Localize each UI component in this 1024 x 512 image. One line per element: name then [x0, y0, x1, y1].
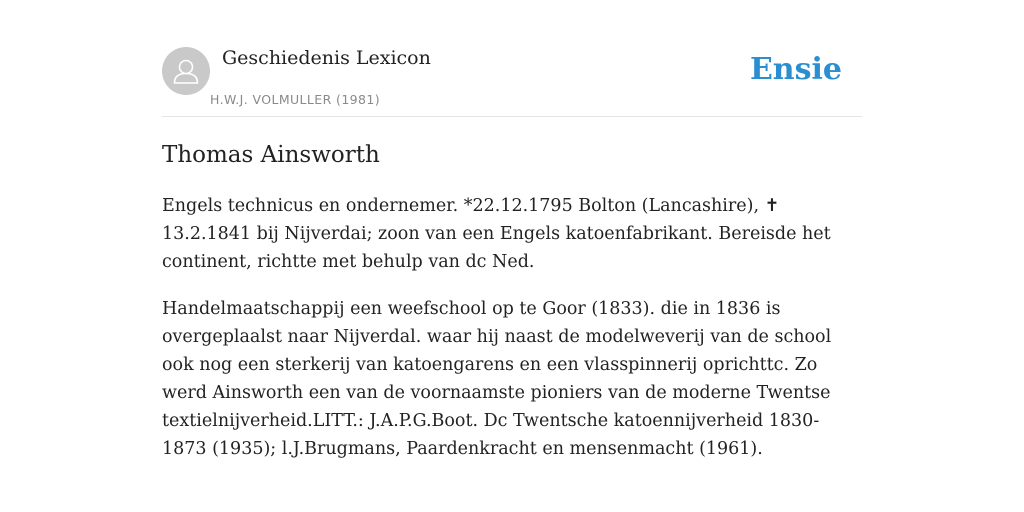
article-body	[162, 192, 862, 482]
article-paragraph: Handelmaatschappij een weefschool op te Goor (1833). die in 1836 is overgeplaalst naar Nijverdal. waar hij naast de modelweverij van de school ook nog een sterkerij van katoengarens en een vlasspinnerij oprichttc. Zo werd Ainsworth een van de voornaamste pioniers van de moderne Twentse textielnijverheid.LITT.: J.A.P.G.Boot. Dc Twentsche katoennijverheid 1830-1873 (1935); l.J.Brugmans, Paardenkracht en mensenmacht (1961).	[162, 299, 832, 459]
article-title: Thomas Ainsworth	[162, 142, 380, 168]
avatar[interactable]	[162, 47, 210, 95]
user-avatar-icon	[162, 47, 210, 95]
source-header	[162, 46, 862, 117]
source-title[interactable]: Geschiedenis Lexicon	[222, 47, 431, 69]
brand-logo[interactable]: Ensie	[749, 52, 842, 87]
article-paragraph: Engels technicus en ondernemer. *22.12.1795 Bolton (Lancashire), ✝ 13.2.1841 bij Nijverdai; zoon van een Engels katoenfabrikant. Bereisde het continent, richtte met behulp van dc Ned.	[162, 196, 831, 272]
source-author[interactable]: H.W.J. VOLMULLER (1981)	[210, 92, 381, 107]
